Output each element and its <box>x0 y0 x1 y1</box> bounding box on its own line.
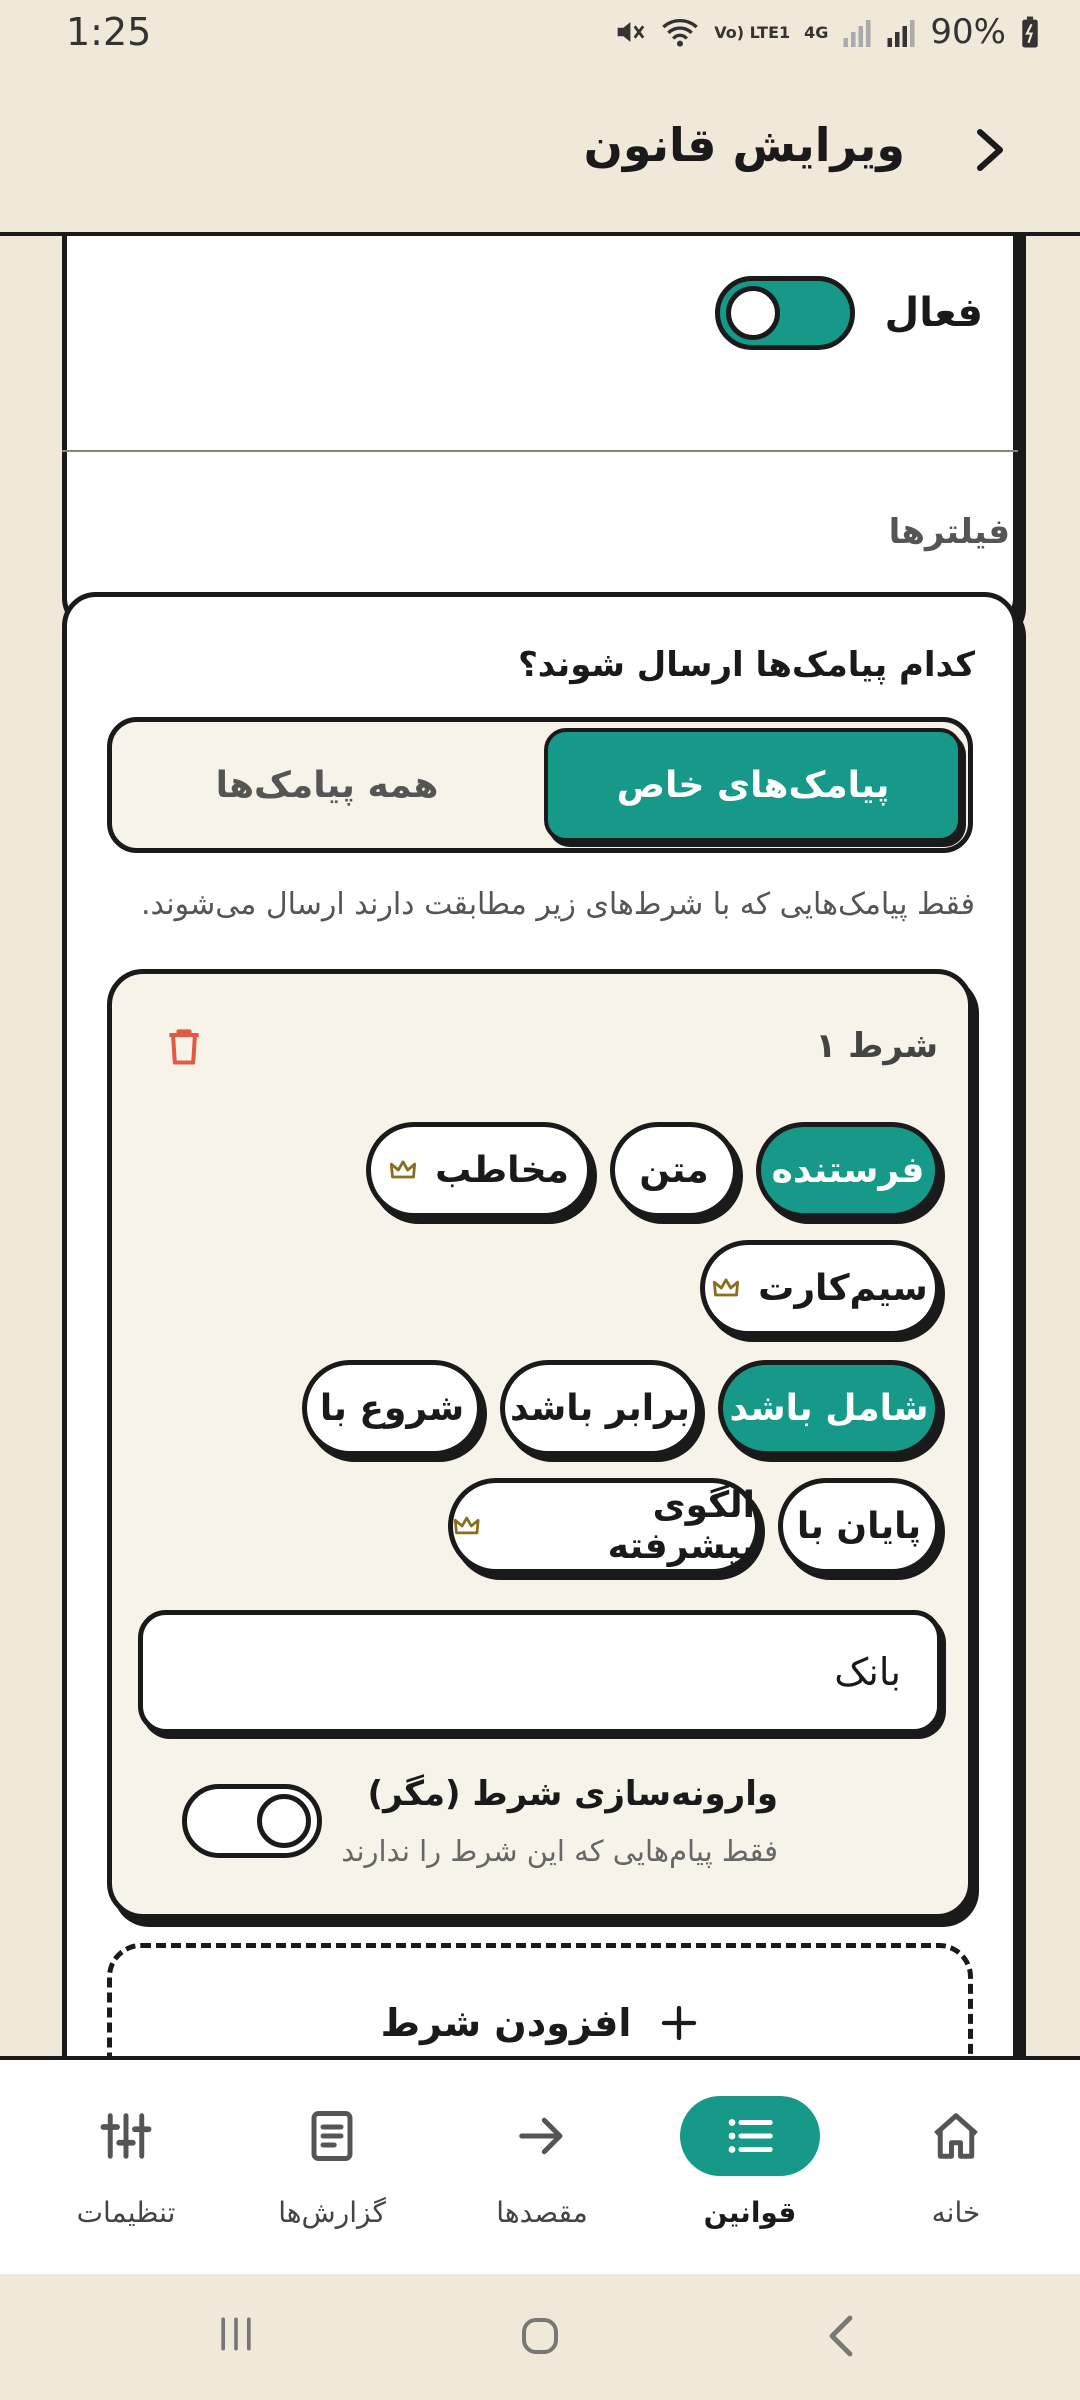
battery-percent: 90% <box>930 12 1006 52</box>
page-title: ویرایش قانون <box>583 118 905 172</box>
condition-title: شرط ۱ <box>815 1026 938 1066</box>
scroll-content[interactable] <box>0 236 1080 2056</box>
status-time: 1:25 <box>66 10 152 54</box>
recents-icon <box>214 2312 258 2356</box>
active-toggle[interactable] <box>715 276 855 350</box>
section-divider <box>62 450 1018 452</box>
crown-icon <box>453 1514 480 1538</box>
add-condition-label: افزودن شرط <box>380 2001 632 2045</box>
plus-icon <box>659 2003 699 2043</box>
active-label: فعال <box>884 290 983 336</box>
chip-label: متن <box>639 1149 709 1191</box>
recents-button[interactable] <box>214 2312 258 2360</box>
condition-value-input[interactable] <box>138 1610 942 1734</box>
chip-label: شامل باشد <box>729 1387 929 1429</box>
chip-label: مخاطب <box>435 1149 569 1191</box>
active-card <box>62 236 1018 632</box>
chip-op-ends-with[interactable] <box>778 1478 940 1574</box>
chip-field-contact[interactable] <box>366 1122 592 1218</box>
chip-op-equals[interactable] <box>500 1360 700 1456</box>
chip-field-sender[interactable] <box>756 1122 940 1218</box>
system-nav-bar <box>0 2274 1080 2400</box>
segment-all-sms[interactable]: همه پیامک‌ها <box>215 764 439 806</box>
nav-item-home[interactable] <box>856 2096 1056 2229</box>
sliders-icon <box>99 2109 153 2163</box>
trash-icon <box>162 1024 206 1068</box>
chip-op-starts-with[interactable] <box>302 1360 482 1456</box>
negate-toggle[interactable] <box>182 1784 322 1858</box>
home-icon <box>929 2109 983 2163</box>
nav-item-destinations[interactable] <box>442 2096 642 2229</box>
status-bar <box>0 0 1080 70</box>
chip-field-sim[interactable] <box>700 1240 940 1336</box>
input-value: بانک <box>834 1650 901 1694</box>
arrow-right-icon <box>515 2109 569 2163</box>
crown-icon <box>712 1276 740 1300</box>
chip-field-text[interactable] <box>610 1122 738 1218</box>
filter-mode-segmented <box>107 717 973 853</box>
chip-label: الگوی پیشرفته <box>607 1485 755 1567</box>
volte-label: Vo) LTE1 <box>714 22 791 42</box>
filters-card <box>62 592 1018 2056</box>
chip-label: پایان با <box>796 1505 922 1547</box>
back-system-icon <box>820 2312 864 2360</box>
home-system-icon <box>516 2312 564 2360</box>
active-row <box>715 276 984 350</box>
list-icon <box>723 2109 777 2163</box>
chip-label: برابر باشد <box>510 1387 690 1429</box>
chip-op-contains[interactable] <box>718 1360 940 1456</box>
nav-label: خانه <box>931 2196 981 2229</box>
net-type-label: 4G <box>804 22 829 42</box>
document-icon <box>307 2109 357 2163</box>
add-condition-button[interactable] <box>107 1943 973 2056</box>
filter-description: فقط پیامک‌هایی که با شرط‌های زیر مطابقت دارند ارسال می‌شوند. <box>140 887 975 922</box>
home-system-button[interactable] <box>516 2312 564 2364</box>
chip-label: فرستنده <box>771 1149 925 1191</box>
chip-label: سیم‌کارت <box>758 1267 928 1309</box>
status-icons <box>612 12 1040 52</box>
nav-label: مقصدها <box>496 2196 588 2229</box>
negate-title: وارونه‌سازی شرط (مگر) <box>367 1774 778 1814</box>
signal-icon <box>842 17 872 47</box>
filters-section-title: فیلترها <box>888 512 1010 552</box>
filters-question: کدام پیامک‌ها ارسال شوند؟ <box>518 645 975 685</box>
back-system-button[interactable] <box>820 2312 864 2364</box>
wifi-icon <box>660 15 700 49</box>
nav-label: قوانین <box>703 2196 797 2229</box>
delete-condition-button[interactable] <box>162 1024 206 1068</box>
nav-item-reports[interactable] <box>232 2096 432 2229</box>
app-bar <box>0 70 1080 236</box>
nav-item-settings[interactable] <box>26 2096 226 2229</box>
segment-specific-sms[interactable]: پیامک‌های خاص <box>544 728 962 842</box>
mute-icon <box>612 15 646 49</box>
back-button[interactable] <box>960 120 1020 180</box>
condition-card <box>107 969 973 1919</box>
crown-icon <box>389 1158 417 1182</box>
bottom-nav <box>0 2056 1080 2278</box>
signal-icon-2 <box>886 17 916 47</box>
nav-item-rules[interactable] <box>650 2096 850 2229</box>
chip-op-regex[interactable] <box>448 1478 760 1574</box>
negate-subtitle: فقط پیام‌هایی که این شرط را ندارند <box>341 1834 778 1868</box>
battery-icon <box>1020 15 1040 49</box>
nav-label: گزارش‌ها <box>278 2196 386 2229</box>
chevron-right-icon <box>972 128 1008 172</box>
chip-label: شروع با <box>319 1387 465 1429</box>
nav-label: تنظیمات <box>76 2196 176 2229</box>
